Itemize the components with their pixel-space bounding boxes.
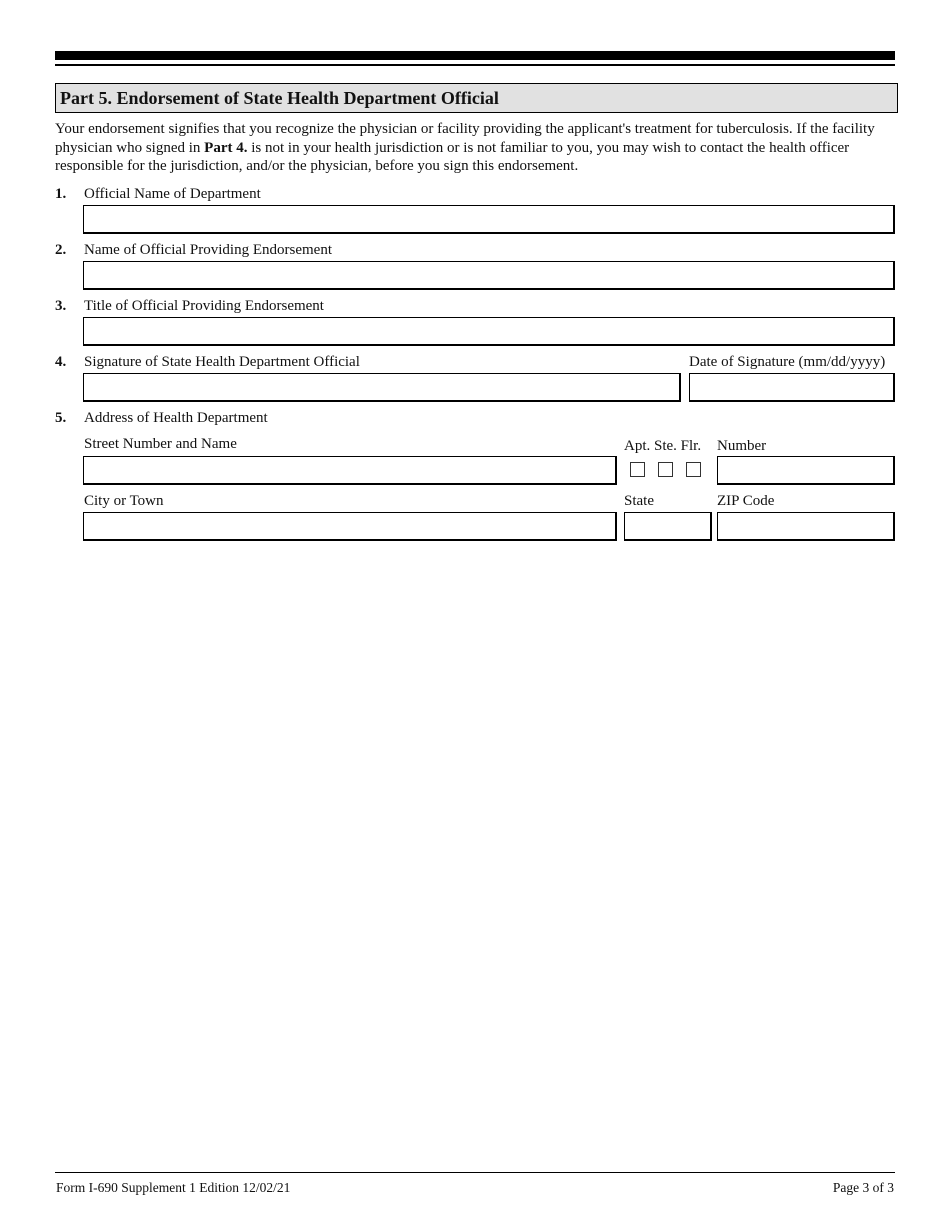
item-2-number: 2. bbox=[55, 242, 67, 258]
item-5-number: 5. bbox=[55, 410, 67, 426]
state-label: State bbox=[624, 493, 654, 509]
signature-date-input[interactable] bbox=[689, 373, 895, 402]
intro-paragraph bbox=[55, 120, 895, 176]
flr-checkbox[interactable] bbox=[686, 462, 701, 477]
part-5-header: Part 5. Endorsement of State Health Department Official bbox=[55, 83, 898, 113]
item-1-number: 1. bbox=[55, 186, 67, 202]
signature-date-label: Date of Signature (mm/dd/yyyy) bbox=[689, 354, 886, 370]
city-label: City or Town bbox=[84, 493, 164, 509]
state-select[interactable] bbox=[624, 512, 712, 541]
unit-type-label: Apt. Ste. Flr. bbox=[624, 438, 702, 454]
unit-number-label: Number bbox=[717, 438, 767, 454]
footer-rule bbox=[55, 1172, 895, 1173]
official-name-label: Name of Official Providing Endorsement bbox=[84, 242, 332, 258]
top-rule-thick bbox=[55, 51, 895, 60]
item-4-number: 4. bbox=[55, 354, 67, 370]
address-label: Address of Health Department bbox=[84, 410, 268, 426]
official-title-input[interactable] bbox=[83, 317, 895, 346]
zip-label: ZIP Code bbox=[717, 493, 775, 509]
item-3-number: 3. bbox=[55, 298, 67, 314]
zip-input[interactable] bbox=[717, 512, 895, 541]
top-rule-thin bbox=[55, 64, 895, 66]
official-name-input[interactable] bbox=[83, 261, 895, 290]
intro-text-after: is not in your health jurisdiction or is not familiar to you, you may wish to contact the health officer responsible for the jurisdiction, and/or the physician, before you sign this endorsement. bbox=[55, 139, 850, 174]
ste-checkbox[interactable] bbox=[658, 462, 673, 477]
apt-checkbox[interactable] bbox=[630, 462, 645, 477]
street-label: Street Number and Name bbox=[84, 436, 237, 452]
intro-part-reference: Part 4. bbox=[204, 139, 248, 156]
form-edition: Form I-690 Supplement 1 Edition 12/02/21 bbox=[56, 1180, 291, 1195]
signature-input[interactable] bbox=[83, 373, 681, 402]
official-department-name-input[interactable] bbox=[83, 205, 895, 234]
city-input[interactable] bbox=[83, 512, 617, 541]
unit-number-input[interactable] bbox=[717, 456, 895, 485]
intro-text-before: Your endorsement signifies that you recognize the physician or facility providing the applicant's treatment for tuberculosis. If the facility physician who signed in bbox=[55, 121, 875, 156]
official-department-name-label: Official Name of Department bbox=[84, 186, 261, 202]
official-title-label: Title of Official Providing Endorsement bbox=[84, 298, 324, 314]
street-input[interactable] bbox=[83, 456, 617, 485]
page-number: Page 3 of 3 bbox=[832, 1180, 894, 1195]
signature-label: Signature of State Health Department Official bbox=[84, 354, 360, 370]
